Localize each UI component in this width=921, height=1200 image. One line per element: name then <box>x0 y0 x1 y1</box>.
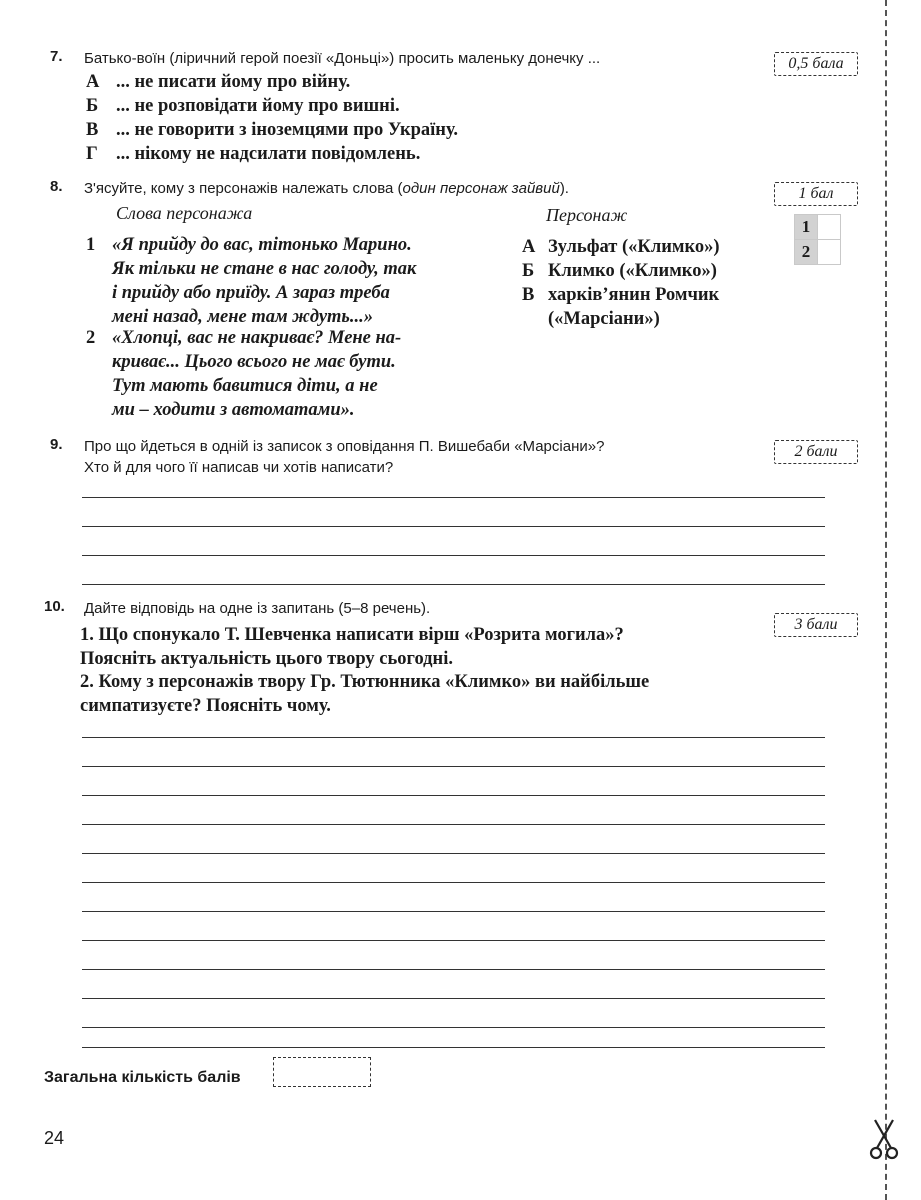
q10-text: Дайте відповідь на одне із запитань (5–8 речень). <box>84 600 431 617</box>
q9-line1: Про що йдеться в одній із записок з оповідання П. Вишебаби «Марсіани»? <box>84 438 605 455</box>
q8-score-box[interactable] <box>774 182 858 206</box>
q10-answer-line-9[interactable] <box>82 969 825 970</box>
q8-quote-1-num: 1 <box>86 235 96 255</box>
q8-char-v <box>522 283 719 331</box>
q10-answer-line-12[interactable] <box>82 1047 825 1048</box>
q9-answer-line-4[interactable] <box>82 584 825 585</box>
q10-score: 3 бали <box>794 616 838 633</box>
q10-answer-line-6[interactable] <box>82 882 825 883</box>
q10-answer-line-4[interactable] <box>82 824 825 825</box>
total-score-label: Загальна кількість балів <box>44 1069 241 1086</box>
quote-line: ми – ходити з автоматами». <box>112 400 355 420</box>
q10-item-1 <box>80 623 624 671</box>
char-name: Зульфат («Климко») <box>548 237 720 257</box>
q8-text-italic: один персонаж зайвий <box>402 180 560 197</box>
quote-line: «Хлопці, вас не накриває? Мене на- <box>112 328 402 348</box>
answer-row <box>795 240 841 265</box>
q8-text-end: ). <box>559 180 569 197</box>
quote-line: «Я прийду до вас, тітонько Марино. <box>112 235 412 255</box>
page-number: 24 <box>44 1128 65 1148</box>
q10-answer-line-1[interactable] <box>82 737 825 738</box>
q10-item-line: симпатизуєте? Поясніть чому. <box>80 696 331 716</box>
q9-answer-line-2[interactable] <box>82 526 825 527</box>
q7-option-b[interactable] <box>86 94 400 118</box>
q7-number: 7. <box>50 48 63 65</box>
answer-row-label: 2 <box>795 240 818 265</box>
q10-item-line: 1. Що спонукало Т. Шевченка написати вірш «Розрита могила»? <box>80 625 624 645</box>
q8-char-a <box>522 235 720 259</box>
q10-answer-line-10[interactable] <box>82 998 825 999</box>
q10-item-2 <box>80 670 649 718</box>
q8-text <box>84 178 569 199</box>
q7-option-a[interactable] <box>86 70 350 94</box>
q10-answer-line-3[interactable] <box>82 795 825 796</box>
option-letter: В <box>86 120 99 140</box>
option-text: ... не розповідати йому про вишні. <box>116 96 400 116</box>
q8-score: 1 бал <box>798 185 834 202</box>
q7-score-box[interactable] <box>774 52 858 76</box>
char-letter: В <box>522 285 535 305</box>
option-text: ... нікому не надсилати повідомлень. <box>116 144 421 164</box>
q10-answer-line-8[interactable] <box>82 940 825 941</box>
q7-option-h[interactable] <box>86 142 420 166</box>
answer-row-label: 1 <box>795 215 818 240</box>
q8-col-chars-heading: Персонаж <box>546 205 628 225</box>
quote-line: Тут мають бавитися діти, а не <box>112 376 378 396</box>
q8-quote-2-num: 2 <box>86 328 96 348</box>
q10-answer-line-2[interactable] <box>82 766 825 767</box>
quote-line: і прийду або приїду. А зараз треба <box>112 283 390 303</box>
answer-cell-2[interactable] <box>818 240 841 265</box>
option-letter: Б <box>86 96 99 116</box>
q8-col-quotes-heading: Слова персонажа <box>116 203 253 223</box>
quote-line: мені назад, мене там ждуть...» <box>112 307 373 327</box>
q9-line2: Хто й для чого її написав чи хотів написати? <box>84 459 394 476</box>
q10-answer-line-7[interactable] <box>82 911 825 912</box>
answer-cell-1[interactable] <box>818 215 841 240</box>
q10-answer-line-5[interactable] <box>82 853 825 854</box>
option-text: ... не писати йому про війну. <box>116 72 351 92</box>
q7-score: 0,5 бала <box>788 55 844 72</box>
q10-score-box[interactable] <box>774 613 858 637</box>
q9-answer-line-3[interactable] <box>82 555 825 556</box>
char-name: харків’янин Ромчик <box>548 285 720 305</box>
q10-item-line: 2. Кому з персонажів твору Гр. Тютюнника «Климко» ви найбільше <box>80 672 650 692</box>
char-letter: А <box>522 237 536 257</box>
q7-option-v[interactable] <box>86 118 458 142</box>
q9-score-box[interactable] <box>774 440 858 464</box>
option-letter: Г <box>86 144 98 164</box>
q9-score: 2 бали <box>794 443 838 460</box>
q8-quote-1 <box>112 233 416 329</box>
q10-number: 10. <box>44 598 65 615</box>
q10-item-line: Поясніть актуальність цього твору сьогодні. <box>80 649 453 669</box>
option-text: ... не говорити з іноземцями про Україну. <box>116 120 458 140</box>
q8-text-main: З'ясуйте, кому з персонажів належать слова ( <box>84 180 403 197</box>
char-name: Климко («Климко») <box>548 261 717 281</box>
char-name: («Марсіани») <box>548 309 660 329</box>
scissors-icon <box>867 1118 901 1162</box>
option-letter: А <box>86 72 100 92</box>
quote-line: криває... Цього всього не має бути. <box>112 352 396 372</box>
q8-number: 8. <box>50 178 63 195</box>
cut-line <box>885 0 887 1200</box>
answer-row <box>795 215 841 240</box>
q9-number: 9. <box>50 436 63 453</box>
total-score-box[interactable] <box>273 1057 371 1087</box>
quote-line: Як тільки не стане в нас голоду, так <box>112 259 417 279</box>
q10-answer-line-11[interactable] <box>82 1027 825 1028</box>
q7-text: Батько-воїн (ліричний герой поезії «Доньці») просить маленьку донечку ... <box>84 50 601 67</box>
q8-char-b <box>522 259 717 283</box>
q9-text <box>84 436 604 478</box>
char-letter: Б <box>522 261 535 281</box>
q9-answer-line-1[interactable] <box>82 497 825 498</box>
q8-quote-2 <box>112 326 401 422</box>
q8-answer-grid <box>794 214 841 265</box>
